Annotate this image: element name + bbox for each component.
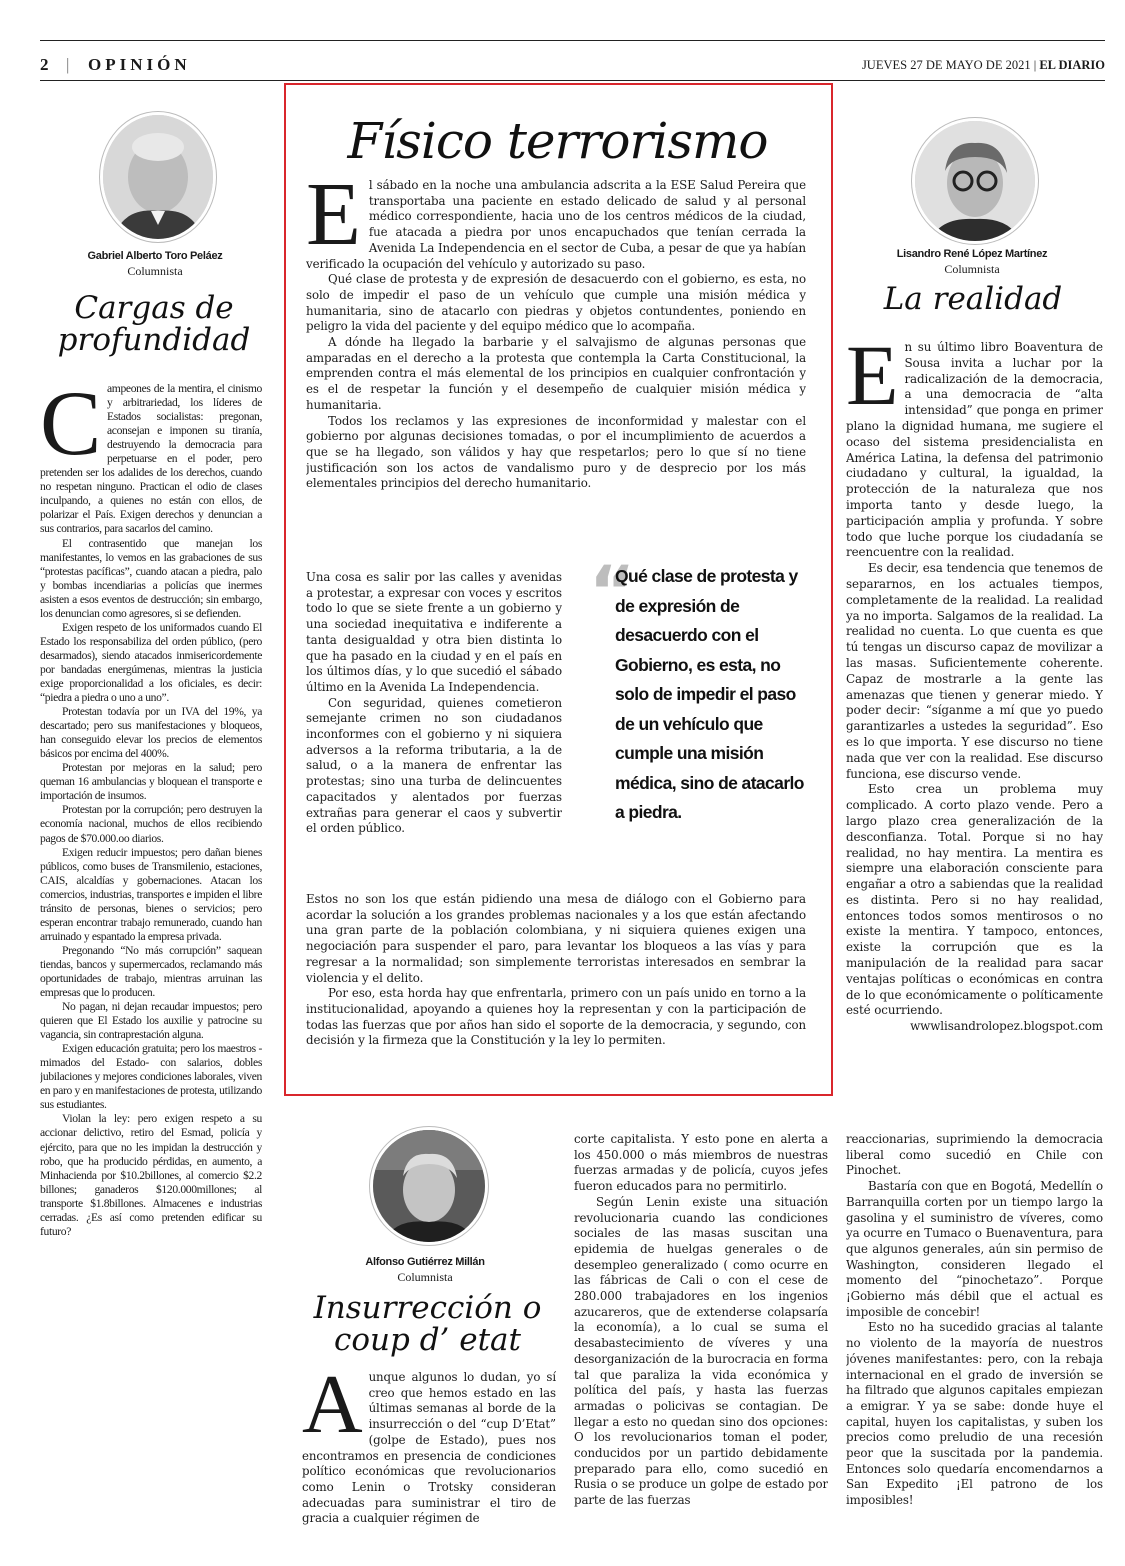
paragraph: Con seguridad, quienes cometieron semejante crimen no son ciudadanos inconformes con el gobierno y ni siquiera adversos a la reforma tributaria, a la de salud, o a la manera de enfrentar las protestas; sino una turba de delincuentes capacitados y alentados por fuerzas extrañas para generar el caos y subvertir el orden público.	[306, 695, 562, 836]
paragraph: Protestan todavía por un IVA del 19%, ya descartado; pero sus manifestaciones y bloqueos, han conseguido elevar los precios de elementos básicos por encima del 400%.	[40, 705, 262, 761]
drop-cap: A	[302, 1370, 363, 1451]
paragraph: Violan la ley: pero exigen respeto a su accionar delictivo, retiro del Esmad, policía y ejército, para que no les impidan la destrucción y robo, que ha producido pérdidas, en aumento, a Minhacienda por $10.2billones, al comercio $2.2 billones; ganaderos $120.000millones; al transporte $1.8billones. Almacenes e industrias cerradas. ¿Es así como pretenden edificar su futuro?	[40, 1112, 262, 1238]
drop-cap: C	[40, 382, 102, 474]
paragraph: l sábado en la noche una ambulancia adscrita a la ESE Salud Pereira que transportaba una paciente en estado delicado de salud y al personal médico correspondiente, hacia uno de los centros médicos de la ciudad, fue atacada a piedra por unos encapuchados que tenían cerrada la Avenida La Independencia en el sector de Cuba, a pesar de que ya habían verificado la ocupación del vehículo y autorizado su paso.	[306, 178, 806, 271]
paragraph: reaccionarias, suprimiendo la democracia liberal como sucedió en Chile con Pinochet.	[846, 1132, 1103, 1178]
author-name: Gabriel Alberto Toro Peláez	[87, 250, 223, 262]
author-role: Columnista	[944, 262, 1000, 276]
portrait-illustration	[915, 121, 1035, 241]
portrait-illustration	[373, 1130, 485, 1242]
article-body-bottom-col3	[846, 1132, 1103, 1560]
featured-body-bottom	[306, 892, 806, 1082]
article-body-bottom-col2	[574, 1132, 828, 1560]
paragraph: Estos no son los que están pidiendo una mesa de diálogo con el Gobierno para acordar la solución a los grandes problemas nacionales y a los que están afectando una gran parte de la población colombiana, y ni siquiera quienes exigen una negociación para suspender el paro, para levantar los bloqueos a las vías y para regresar a la normalidad; son simplemente terroristas interesados en sembrar la violencia y el delito.	[306, 892, 806, 985]
byline-right	[872, 248, 1072, 277]
paragraph: Esto crea un problema muy complicado. A corto plazo vende. Pero a largo plazo crea generalización de la desconfianza. Total. Porque si no hay realidad, no hay mentira. La mentira es siempre una elaboración consciente para engañar a otro a sabiendas que la realidad es distinta. Pero si no hay realidad, entonces todos somos mentirosos o no existe la mentira. Y tampoco, entonces, existe la corrupción que es la manipulación de la realidad para sacar ventajas políticas o económicas en contra de lo que económicamente o políticamente esté ocurriendo.	[846, 782, 1103, 1018]
header-bottom-rule	[40, 80, 1105, 81]
article-title-right: La realidad	[883, 281, 1063, 317]
title-line: profundidad	[57, 321, 251, 358]
paragraph: unque algunos lo dudan, yo sí creo que hemos estado en las últimas semanas al borde de la insurrección o del “cup D’Etat” (golpe de Estado), pues nos encontramos en presencia de condiciones político económicas que revolucionarios como Lenin o Trotsky consideran adecuadas para suministrar el tiro de gracia a cualquier régimen de	[302, 1370, 556, 1526]
article-body-right	[846, 340, 1103, 1080]
issue-date: JUEVES 27 DE MAYO DE 2021 |	[861, 58, 1037, 72]
paragraph: Qué clase de protesta y de expresión de desacuerdo con el gobierno, es esta, no solo de impedir el paso de un vehículo que cumple una misión médica y humanitaria, sino de atacarlo con piedras y objetos contundentes, poniendo en peligro la vida del paciente y del equipo médico que lo acompaña.	[306, 272, 806, 334]
paragraph: A dónde ha llegado la barbarie y el salvajismo de algunas personas que amparadas en el derecho a la protesta que contempla la Carta Constitucional, la emprenden contra el más elemental de los principios en cualquier confrontación y es el de respetar la función y el desempeño de cualquier misión médica y humanitaria.	[306, 335, 806, 412]
quote-mark-icon: “	[589, 551, 636, 633]
paragraph: Pregonando “No más corrupción” saquean tiendas, bancos y supermercados, reclamando más oportunidades de trabajo, mientras arruinan las empresas que lo producen.	[40, 943, 262, 1000]
pull-quote: Qué clase de protesta y de expresión de desacuerdo con el Gobierno, es esta, no solo de impedir el paso de un vehículo que cumple una misión médica, sino de atacarlo a piedra.	[615, 566, 804, 822]
article-title-bottom	[300, 1290, 555, 1358]
article-body-bottom-col1	[302, 1370, 556, 1560]
section-name: OPINIÓN	[88, 55, 191, 74]
paragraph: Bastaría con que en Bogotá, Medellín o Barranquilla corten por un tiempo largo la gasolina y el suministro de víveres, como ya ocurre en Tumaco o Buenaventura, para que algunos generales, aún sin permiso de Washington, consideren llegado el momento del “pinochetazo”. Porque ¡Gobierno más débil que el actual es imposible de concebir!	[846, 1179, 1103, 1319]
author-photo-right	[912, 118, 1038, 244]
paragraph: Todos los reclamos y las expresiones de inconformidad y malestar con el gobierno por algunas decisiones tomadas, o por el incumplimiento de acuerdos a que se ha llegado, son válidos y hay que respetarlos; pero lo que sí no tiene justificación son los actos de vandalismo puro y de desprecio por los más elementales principios del derecho humanitario.	[306, 413, 806, 491]
paragraph: Según Lenin existe una situación revolucionaria cuando las condiciones sociales de las masas suscitan una epidemia de huelgas generales o de desempleo generalizado ( como ocurre en las fábricas de Cali o con el cese de 280.000 trabajadores en los ingenios azucareros, que de extenderse colapsaría la economía), a lo cual se suma el desabastecimiento de víveres y una desorganización de la burocracia en forma tal que paraliza la vida económica y política del país, y hasta las fuerzas armadas o policivas se contagian. De llegar a esto no quedan sino dos opciones: O los revolucionarios toman el poder, conducidos por un partido debidamente preparado para ello, como sucedió en Rusia o se produce un golpe de estado por parte de las fuerzas	[574, 1194, 828, 1508]
byline-bottom	[330, 1256, 520, 1285]
article-title-left	[40, 290, 268, 358]
portrait-illustration	[103, 115, 213, 239]
article-body-left	[40, 382, 262, 1522]
page-number: 2	[40, 55, 51, 74]
paragraph: Exigen educación gratuita; pero los maestros -mimados del Estado- con salarios, dobles jubilaciones y mejores condiciones laborales, viven en paro y en manifestaciones de protesta, utilizando sus estudiantes.	[40, 1042, 262, 1112]
drop-cap: E	[306, 178, 361, 264]
author-photo-left	[100, 112, 216, 242]
paragraph: Es decir, esa tendencia que tenemos de separarnos, en los actuales tiempos, completamente de la realidad. La realidad ya no importa. Salgamos de la realidad. La realidad no cuenta. Lo que cuenta es que tú tengas un discurso capaz de movilizar a las masas. Suficientemente coherente. Capaz de mostrarle a la gente las amenazas que tienen y generar miedo. Y poder decir: “síganme a mí que yo puedo garantizarles a ustedes la seguridad”. Eso es lo que importa. Y ese discurso no tiene nada que ver con la realidad. Ese discurso funciona, ese discurso vende.	[846, 561, 1103, 781]
featured-body-middle	[306, 570, 562, 892]
author-name: Lisandro René López Martínez	[896, 248, 1048, 260]
paragraph: Por eso, esta horda hay que enfrentarla, primero con un país unido en torno a la institucionalidad, apoyando a quienes hoy la representan y con la participación de todas las fuerzas que por años han sido el soporte de la democracia, y segundo, con decisión y la firmeza que la Constitución y la ley lo permiten.	[306, 986, 806, 1048]
header-separator: |	[66, 55, 70, 74]
paragraph: Exigen reducir impuestos; pero dañan bienes públicos, como buses de Transmilenio, estaciones, CAIS, alcaldías y gobernaciones. Atacan los comercios, industrias, transportes e impiden el libre tránsito de personas, bienes o servicios; pero esperan encontrar trabajo remunerado, cuando han arruinado y espantado la empresa privada.	[40, 845, 262, 943]
title-line: coup d’ etat	[334, 1321, 521, 1358]
title-line: Cargas de	[74, 290, 234, 326]
newspaper-name: EL DIARIO	[1039, 58, 1105, 72]
header-top-rule	[40, 40, 1105, 41]
title-line: Insurrección o	[313, 1290, 542, 1326]
author-role: Columnista	[397, 1270, 453, 1284]
paragraph: No pagan, ni dejan recaudar impuestos; pero quieren que El Estado los auxilie y patrocine su vagancia, sin contraprestación alguna.	[40, 1000, 262, 1042]
paragraph: Esto no ha sucedido gracias al talante no violento de la mayoría de nuestros jóvenes manifestantes: pero, con la rebaja internacional en el grado de inversión se ha filtrado que algunos capitales empiezan a emigrar. Y ya se sabe: donde huye el capital, huyen los capitalistas, y suben los precios como preludio de una recesión peor que la suscitada por la pandemia. Entonces solo quedaría encomendarnos a San Expedito ¡El patrono de los imposibles!	[846, 1320, 1103, 1508]
author-website: wwwlisandrolopez.blogspot.com	[910, 1019, 1103, 1034]
author-photo-bottom	[370, 1127, 488, 1245]
paragraph: Una cosa es salir por las calles y avenidas a protestar, a expresar con voces y escritos todo lo que se siete frente a un gobierno y una sociedad inequitativa e indiferente a tanta desigualdad y otra bien distinta lo que ha pasado en la ciudad y en el país en los últimos días, y lo que sucedió el sábado último en la Avenida La Independencia.	[306, 570, 562, 694]
paragraph: corte capitalista. Y esto pone en alerta a los 450.000 o más miembros de nuestras fuerzas armadas y de policía, cuyos jefes fueron educados para no permitirlo.	[574, 1132, 828, 1194]
author-name: Alfonso Gutiérrez Millán	[365, 1256, 485, 1268]
paragraph: Exigen respeto de los uniformados cuando El Estado los responsabiliza del orden público, (pero desarmados), siendo atacados inmisericordemente por bandadas energúmenas, mientras la justicia exige proporcionalidad a los oficiales, es decir: “piedra a piedra o uno a uno”.	[40, 620, 262, 705]
drop-cap: E	[846, 340, 899, 423]
paragraph: El contrasentido que manejan los manifestantes, lo vemos en las grabaciones de sus “protestas pacíficas”, cuando atacan a piedra, palo y bombas incendiarias a policías que inermes asisten a esos eventos de destrucción; sin embargo, los denuncian como agresores, si se defienden.	[40, 536, 262, 620]
paragraph: Protestan por mejoras en la salud; pero queman 16 ambulancias y bloquean el transporte e importación de insumos.	[40, 761, 262, 803]
dateline	[862, 58, 1105, 73]
featured-body-top	[306, 178, 806, 570]
author-role: Columnista	[127, 264, 183, 278]
paragraph: n su último libro Boaventura de Sousa invita a luchar por la radicalización de la democracia, a una democracia de “alta intensidad” que ponga en primer plano la dignidad humana, me sugiere el ocaso del sistema presidencialista en América Latina, la defensa del patrimonio ciudadano y cultural, la igualdad, la protección de la naturaleza que nos importa tanto y desde luego, la participación amplia y profunda. Y sobre todo que luche porque los ciudadanía se reencuentre con la realidad.	[846, 340, 1103, 560]
paragraph: ampeones de la mentira, el cinismo y arbitrariedad, los líderes de Estados socialistas: pregonan, aconsejan e imponen su tiranía, destruyendo la democracia para perpetuarse en el poder, pero pretenden ser los adalides de los derechos, cuando no respetan ninguno. Practican el odio de clases inculpando, a quienes no están con ellos, de polarizar el País. Exigen derechos y denuncian a sus contrarios, para sacarlos del camino.	[40, 382, 262, 536]
paragraph: Protestan por la corrupción; pero destruyen la economía nacional, muchos de ellos recibiendo pagos de $70.000.oo diarios.	[40, 803, 262, 845]
featured-title: Físico terrorismo	[347, 112, 768, 170]
byline-left	[60, 250, 250, 279]
